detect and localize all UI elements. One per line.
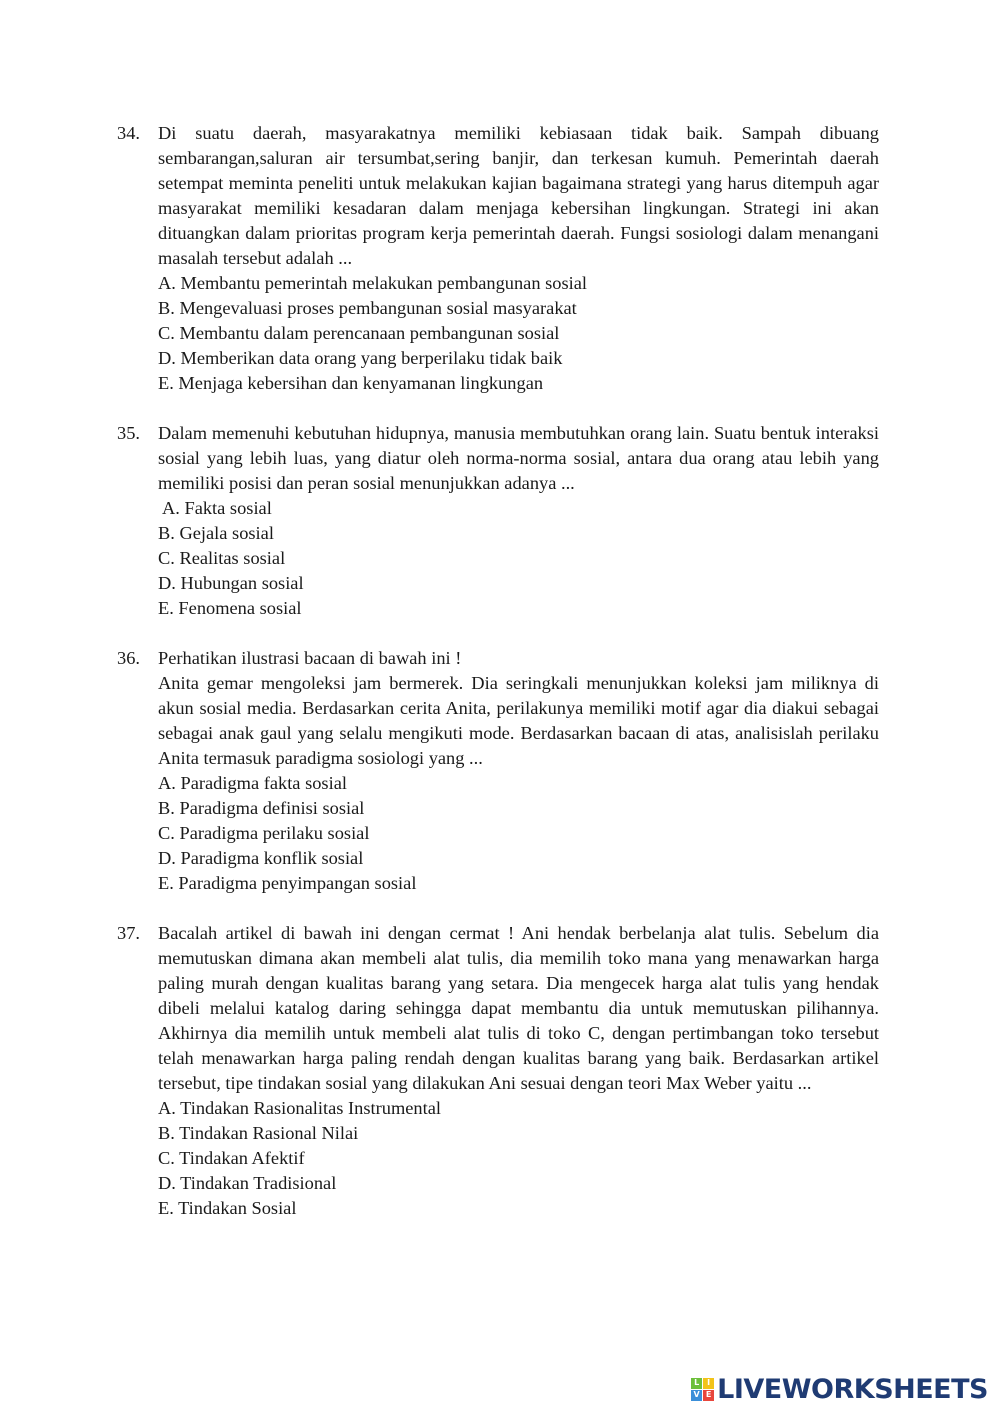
question-number: 36. xyxy=(117,648,140,668)
option-a: A. Paradigma fakta sosial xyxy=(158,773,347,793)
question-body xyxy=(158,121,879,396)
option-c: C. Tindakan Afektif xyxy=(158,1148,305,1168)
question-34 xyxy=(117,121,879,396)
option-a: A. Membantu pemerintah melakukan pembangunan sosial xyxy=(158,273,588,293)
option-e: E. Tindakan Sosial xyxy=(158,1198,297,1218)
option-e: E. Paradigma penyimpangan sosial xyxy=(158,873,417,893)
logo-block-l: L xyxy=(691,1378,702,1389)
question-number: 35. xyxy=(117,423,140,443)
option-d: D. Paradigma konflik sosial xyxy=(158,848,364,868)
question-text: Anita gemar mengoleksi jam bermerek. Dia seringkali menunjukkan koleksi jam miliknya di akun sosial media. Berdasarkan cerita Anita, perilakunya memiliki motif agar dia diakui sebagai sebagai anak gaul yang selalu mengikuti mode. Berdasarkan bacaan di atas, analisislah perilaku Anita termasuk paradigma sosiologi yang ... xyxy=(158,673,879,768)
option-c: C. Paradigma perilaku sosial xyxy=(158,823,370,843)
option-a: A. Fakta sosial xyxy=(162,498,272,518)
option-d: D. Memberikan data orang yang berperilaku tidak baik xyxy=(158,348,563,368)
option-b: B. Paradigma definisi sosial xyxy=(158,798,365,818)
question-instruction: Perhatikan ilustrasi bacaan di bawah ini ! xyxy=(158,648,462,668)
question-35 xyxy=(117,421,879,621)
answer-options xyxy=(158,771,879,896)
question-text: Di suatu daerah, masyarakatnya memiliki kebiasaan tidak baik. Sampah dibuang sembarangan,saluran air tersumbat,sering banjir, dan terkesan kumuh. Pemerintah daerah setempat meminta peneliti untuk melakukan kajian bagaimana strategi yang harus ditempuh agar masyarakat memiliki kesadaran dalam menjaga kebersihan lingkungan. Strategi ini akan dituangkan dalam prioritas program kerja pemerintah daerah. Fungsi sosiologi dalam menangani masalah tersebut adalah ... xyxy=(158,123,879,268)
logo-wordmark: LIVEWORKSHEETS xyxy=(717,1373,988,1405)
question-body xyxy=(158,421,879,621)
option-e: E. Menjaga kebersihan dan kenyamanan lingkungan xyxy=(158,373,544,393)
option-b: B. Mengevaluasi proses pembangunan sosial masyarakat xyxy=(158,298,577,318)
question-body xyxy=(158,646,879,896)
option-d: D. Hubungan sosial xyxy=(158,573,304,593)
logo-block-i: I xyxy=(703,1378,714,1389)
answer-options xyxy=(158,271,879,396)
question-37 xyxy=(117,921,879,1221)
question-text: Dalam memenuhi kebutuhan hidupnya, manusia membutuhkan orang lain. Suatu bentuk interaksi sosial yang lebih luas, yang diatur oleh norma-norma sosial, antara dua orang atau lebih yang memiliki posisi dan peran sosial menunjukkan adanya ... xyxy=(158,423,879,493)
question-36 xyxy=(117,646,879,896)
live-blocks-icon xyxy=(691,1378,714,1401)
option-c: C. Membantu dalam perencanaan pembangunan sosial xyxy=(158,323,560,343)
logo-block-v: V xyxy=(691,1390,702,1401)
option-d: D. Tindakan Tradisional xyxy=(158,1173,337,1193)
answer-options xyxy=(158,496,879,621)
answer-options xyxy=(158,1096,879,1221)
option-e: E. Fenomena sosial xyxy=(158,598,302,618)
logo-block-e: E xyxy=(703,1390,714,1401)
option-a: A. Tindakan Rasionalitas Instrumental xyxy=(158,1098,441,1118)
question-number: 34. xyxy=(117,123,140,143)
option-b: B. Tindakan Rasional Nilai xyxy=(158,1123,359,1143)
question-body xyxy=(158,921,879,1221)
question-number: 37. xyxy=(117,923,140,943)
liveworksheets-logo xyxy=(691,1374,988,1404)
option-c: C. Realitas sosial xyxy=(158,548,286,568)
question-text: Bacalah artikel di bawah ini dengan cermat ! Ani hendak berbelanja alat tulis. Sebelum dia memutuskan dimana akan membeli alat tulis, dia memilih toko mana yang menawarkan harga paling murah dengan kualitas barang yang setara. Dia mengecek harga alat tulis yang hendak dibeli melalui katalog daring sehingga dapat membantu dia untuk memutuskan pilihannya. Akhirnya dia memilih untuk membeli alat tulis di toko C, dengan pertimbangan toko tersebut telah menawarkan harga paling rendah dengan kualitas barang yang baik. Berdasarkan artikel tersebut, tipe tindakan sosial yang dilakukan Ani sesuai dengan teori Max Weber yaitu ... xyxy=(158,923,879,1093)
option-b: B. Gejala sosial xyxy=(158,523,274,543)
